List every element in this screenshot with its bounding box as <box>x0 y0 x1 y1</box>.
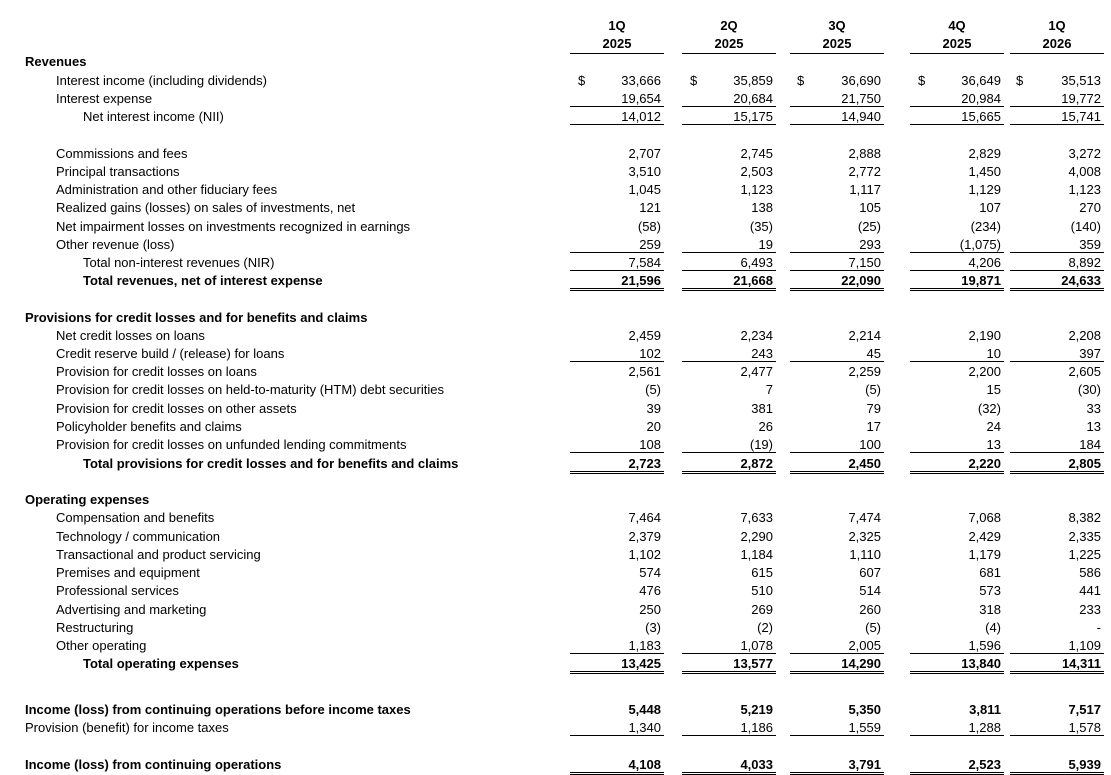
value-cell: 36,649 <box>961 73 1001 88</box>
value-cell: (30) <box>1077 382 1101 397</box>
row-label: Principal transactions <box>56 164 180 179</box>
table-row <box>0 701 1111 719</box>
value-cell: 15,741 <box>1010 108 1104 125</box>
row-label: Professional services <box>56 583 179 598</box>
value-cell: 5,448 <box>628 702 661 717</box>
value-cell: 24,633 <box>1010 272 1104 291</box>
value-cell: 19,654 <box>570 90 664 107</box>
row-label: Advertising and marketing <box>56 602 207 617</box>
value-cell: 2,208 <box>1068 328 1101 343</box>
value-cell: 3,811 <box>969 702 1001 717</box>
column-header-3 <box>790 17 884 54</box>
column-header-5 <box>1010 17 1104 54</box>
value-cell: 1,179 <box>968 547 1001 562</box>
row-label: Total provisions for credit losses and for benefits and claims <box>83 456 459 471</box>
value-cell: 102 <box>570 345 664 362</box>
value-cell: (19) <box>682 436 776 453</box>
value-cell: 2,723 <box>570 455 664 474</box>
row-label: Compensation and benefits <box>56 510 215 525</box>
value-cell: 2,214 <box>848 328 881 343</box>
value-cell: 33 <box>1086 401 1101 416</box>
value-cell: 4,008 <box>1068 164 1101 179</box>
value-cell: 24 <box>986 419 1001 434</box>
value-cell: 1,225 <box>1068 547 1101 562</box>
value-cell: 36,690 <box>841 73 881 88</box>
value-cell: 2,477 <box>740 364 773 379</box>
table-row <box>0 564 1111 582</box>
row-label: Total operating expenses <box>83 656 239 671</box>
value-cell: 4,206 <box>910 254 1004 271</box>
value-cell: 7,464 <box>628 510 661 525</box>
value-cell: 259 <box>570 236 664 253</box>
row-label: Net credit losses on loans <box>56 328 205 343</box>
value-cell: 35,513 <box>1061 73 1101 88</box>
value-cell: 15,175 <box>682 108 776 125</box>
column-header-2 <box>682 17 776 54</box>
value-cell: (3) <box>645 620 661 635</box>
value-cell: 1,110 <box>849 547 881 562</box>
row-label: Total non-interest revenues (NIR) <box>83 255 275 270</box>
value-cell: 5,350 <box>848 702 881 717</box>
currency-symbol: $ <box>578 73 586 88</box>
table-row <box>0 528 1111 546</box>
value-cell: 1,109 <box>1010 637 1104 654</box>
value-cell: 1,186 <box>682 719 776 736</box>
row-label: Other operating <box>56 638 147 653</box>
value-cell: 1,596 <box>910 637 1004 654</box>
value-cell: 45 <box>790 345 884 362</box>
value-cell: 681 <box>979 565 1001 580</box>
value-cell: (234) <box>970 219 1001 234</box>
value-cell: 2,829 <box>968 146 1001 161</box>
value-cell: 7,517 <box>1068 702 1101 717</box>
value-cell: 1,340 <box>570 719 664 736</box>
value-cell: 2,772 <box>848 164 881 179</box>
row-label: Income (loss) from continuing operations <box>25 757 282 772</box>
value-cell: 1,123 <box>740 182 773 197</box>
value-cell: 3,791 <box>790 756 884 775</box>
value-cell: 2,805 <box>1010 455 1104 474</box>
value-cell: 2,290 <box>740 529 773 544</box>
value-cell: 19,871 <box>910 272 1004 291</box>
table-row <box>0 582 1111 600</box>
currency-symbol: $ <box>797 73 805 88</box>
value-cell: 22,090 <box>790 272 884 291</box>
value-cell: 3,510 <box>628 164 661 179</box>
value-cell: (5) <box>645 382 661 397</box>
value-cell: 7 <box>765 382 773 397</box>
value-cell: 13 <box>910 436 1004 453</box>
value-cell: 250 <box>639 602 661 617</box>
value-cell: 1,078 <box>682 637 776 654</box>
value-cell: (5) <box>865 382 881 397</box>
value-cell: 21,596 <box>570 272 664 291</box>
value-cell: 184 <box>1010 436 1104 453</box>
value-cell: 13,425 <box>570 655 664 674</box>
table-row <box>0 345 1111 363</box>
value-cell: 14,311 <box>1010 655 1104 674</box>
row-label: Restructuring <box>56 620 134 635</box>
value-cell: 108 <box>570 436 664 453</box>
row-label: Technology / communication <box>56 529 221 544</box>
value-cell: 2,190 <box>968 328 1001 343</box>
value-cell: 1,183 <box>570 637 664 654</box>
value-cell: 2,429 <box>968 529 1001 544</box>
value-cell: (32) <box>977 401 1001 416</box>
table-row <box>0 546 1111 564</box>
row-label: Income (loss) from continuing operations before income taxes <box>25 702 411 717</box>
value-cell: 35,859 <box>733 73 773 88</box>
row-label: Provision for credit losses on held-to-maturity (HTM) debt securities <box>56 382 444 397</box>
row-label: Provisions for credit losses and for benefits and claims <box>25 310 368 325</box>
value-cell: 2,707 <box>628 146 661 161</box>
row-label: Credit reserve build / (release) for loans <box>56 346 285 361</box>
table-row <box>0 637 1111 655</box>
column-header-year: 2025 <box>602 36 632 51</box>
row-label: Revenues <box>25 54 87 69</box>
value-cell: 20,984 <box>910 90 1004 107</box>
value-cell: 441 <box>1079 583 1101 598</box>
value-cell: 1,045 <box>628 182 661 197</box>
value-cell: 3,272 <box>1068 146 1101 161</box>
value-cell: 6,493 <box>682 254 776 271</box>
table-row <box>0 145 1111 163</box>
value-cell: 2,220 <box>910 455 1004 474</box>
table-row <box>0 363 1111 381</box>
value-cell: 1,288 <box>910 719 1004 736</box>
row-label: Other revenue (loss) <box>56 237 175 252</box>
currency-symbol: $ <box>918 73 926 88</box>
value-cell: 269 <box>751 602 773 617</box>
row-label: Interest income (including dividends) <box>56 73 267 88</box>
value-cell: 2,561 <box>628 364 661 379</box>
table-row <box>0 619 1111 637</box>
column-header-year: 2025 <box>822 36 852 51</box>
column-header-4 <box>910 17 1004 54</box>
value-cell: (2) <box>757 620 773 635</box>
value-cell: 2,459 <box>628 328 661 343</box>
row-label: Commissions and fees <box>56 146 188 161</box>
table-row <box>0 400 1111 418</box>
value-cell: 607 <box>859 565 881 580</box>
value-cell: (25) <box>857 219 881 234</box>
value-cell: 615 <box>751 565 773 580</box>
value-cell: 2,872 <box>682 455 776 474</box>
table-row <box>0 53 1111 71</box>
column-header-year: 2026 <box>1042 36 1072 51</box>
row-label: Policyholder benefits and claims <box>56 419 242 434</box>
value-cell: 7,584 <box>570 254 664 271</box>
currency-symbol: $ <box>690 73 698 88</box>
value-cell: 7,633 <box>740 510 773 525</box>
table-row <box>0 163 1111 181</box>
value-cell: 2,005 <box>790 637 884 654</box>
value-cell: 1,117 <box>849 182 881 197</box>
value-cell: 5,939 <box>1010 756 1104 775</box>
table-row <box>0 418 1111 436</box>
value-cell: (1,075) <box>910 236 1004 253</box>
table-row <box>0 756 1111 774</box>
table-row <box>0 381 1111 399</box>
value-cell: 17 <box>866 419 881 434</box>
value-cell: 5,219 <box>740 702 773 717</box>
column-header-year: 2025 <box>714 36 744 51</box>
table-row <box>0 455 1111 473</box>
table-row <box>0 90 1111 108</box>
value-cell: 1,578 <box>1010 719 1104 736</box>
value-cell: 14,940 <box>790 108 884 125</box>
value-cell: 7,150 <box>790 254 884 271</box>
value-cell: 13,577 <box>682 655 776 674</box>
value-cell: 10 <box>910 345 1004 362</box>
table-row <box>0 719 1111 737</box>
row-label: Provision for credit losses on loans <box>56 364 257 379</box>
value-cell: 510 <box>751 583 773 598</box>
value-cell: 2,523 <box>910 756 1004 775</box>
value-cell: 20 <box>646 419 661 434</box>
value-cell: 8,892 <box>1010 254 1104 271</box>
value-cell: 2,335 <box>1068 529 1101 544</box>
value-cell: 2,379 <box>628 529 661 544</box>
value-cell: 4,108 <box>570 756 664 775</box>
value-cell: 100 <box>790 436 884 453</box>
value-cell: 21,668 <box>682 272 776 291</box>
table-row <box>0 601 1111 619</box>
value-cell: 79 <box>866 401 881 416</box>
table-row <box>0 181 1111 199</box>
value-cell: 574 <box>639 565 661 580</box>
value-cell: 586 <box>1079 565 1101 580</box>
value-cell: 1,123 <box>1068 182 1101 197</box>
value-cell: 21,750 <box>790 90 884 107</box>
row-label: Administration and other fiduciary fees <box>56 182 278 197</box>
value-cell: 2,503 <box>740 164 773 179</box>
row-label: Interest expense <box>56 91 153 106</box>
value-cell: 2,200 <box>968 364 1001 379</box>
value-cell: 14,012 <box>570 108 664 125</box>
row-label: Net impairment losses on investments recognized in earnings <box>56 219 411 234</box>
column-header-quarter: 1Q <box>608 18 626 33</box>
column-header-quarter: 4Q <box>948 18 966 33</box>
value-cell: 13 <box>1086 419 1101 434</box>
value-cell: 359 <box>1010 236 1104 253</box>
value-cell: 105 <box>859 200 881 215</box>
value-cell: 7,474 <box>848 510 881 525</box>
value-cell: 2,259 <box>848 364 881 379</box>
value-cell: 476 <box>639 583 661 598</box>
value-cell: 2,325 <box>848 529 881 544</box>
value-cell: 293 <box>790 236 884 253</box>
value-cell: 270 <box>1079 200 1101 215</box>
row-label: Provision for credit losses on other assets <box>56 401 297 416</box>
row-label: Transactional and product servicing <box>56 547 261 562</box>
column-header-year: 2025 <box>942 36 972 51</box>
value-cell: (58) <box>637 219 661 234</box>
value-cell: 8,382 <box>1068 510 1101 525</box>
value-cell: 2,605 <box>1068 364 1101 379</box>
value-cell: 514 <box>859 583 881 598</box>
table-row <box>0 327 1111 345</box>
column-header-1 <box>570 17 664 54</box>
table-row <box>0 655 1111 673</box>
value-cell: 318 <box>979 602 1001 617</box>
value-cell: 107 <box>979 200 1001 215</box>
value-cell: 397 <box>1010 345 1104 362</box>
value-cell: (4) <box>985 620 1001 635</box>
value-cell: 233 <box>1079 602 1101 617</box>
value-cell: 243 <box>682 345 776 362</box>
value-cell: 4,033 <box>682 756 776 775</box>
column-header-quarter: 2Q <box>720 18 738 33</box>
row-label: Net interest income (NII) <box>83 109 224 124</box>
row-label: Provision (benefit) for income taxes <box>25 720 229 735</box>
value-cell: 573 <box>979 583 1001 598</box>
row-label: Realized gains (losses) on sales of investments, net <box>56 200 356 215</box>
value-cell: 14,290 <box>790 655 884 674</box>
value-cell: 39 <box>646 401 661 416</box>
value-cell: 33,666 <box>621 73 661 88</box>
table-row <box>0 254 1111 272</box>
value-cell: 7,068 <box>968 510 1001 525</box>
value-cell: 2,888 <box>848 146 881 161</box>
value-cell: 381 <box>751 401 773 416</box>
row-label: Operating expenses <box>25 492 150 507</box>
row-label: Premises and equipment <box>56 565 200 580</box>
value-cell: 26 <box>758 419 773 434</box>
value-cell: (5) <box>865 620 881 635</box>
value-cell: - <box>1096 620 1101 635</box>
table-row <box>0 491 1111 509</box>
value-cell: 1,129 <box>968 182 1001 197</box>
row-label: Provision for credit losses on unfunded lending commitments <box>56 437 407 452</box>
value-cell: (35) <box>749 219 773 234</box>
column-header-quarter: 3Q <box>828 18 846 33</box>
table-row <box>0 218 1111 236</box>
value-cell: 1,102 <box>628 547 661 562</box>
column-header-quarter: 1Q <box>1048 18 1066 33</box>
value-cell: 121 <box>639 200 661 215</box>
currency-symbol: $ <box>1016 73 1024 88</box>
value-cell: 20,684 <box>682 90 776 107</box>
value-cell: 15,665 <box>910 108 1004 125</box>
value-cell: 1,450 <box>968 164 1001 179</box>
value-cell: 260 <box>859 602 881 617</box>
value-cell: 2,234 <box>740 328 773 343</box>
value-cell: 1,559 <box>790 719 884 736</box>
value-cell: 13,840 <box>910 655 1004 674</box>
table-row <box>0 236 1111 254</box>
table-row <box>0 309 1111 327</box>
value-cell: (140) <box>1070 219 1101 234</box>
row-label: Total revenues, net of interest expense <box>83 273 323 288</box>
value-cell: 2,450 <box>790 455 884 474</box>
value-cell: 19,772 <box>1010 90 1104 107</box>
table-row <box>0 509 1111 527</box>
value-cell: 138 <box>751 200 773 215</box>
table-row <box>0 199 1111 217</box>
value-cell: 1,184 <box>740 547 773 562</box>
value-cell: 15 <box>986 382 1001 397</box>
table-row <box>0 436 1111 454</box>
value-cell: 2,745 <box>740 146 773 161</box>
table-row <box>0 108 1111 126</box>
value-cell: 19 <box>682 236 776 253</box>
table-row <box>0 72 1111 90</box>
table-row <box>0 272 1111 290</box>
